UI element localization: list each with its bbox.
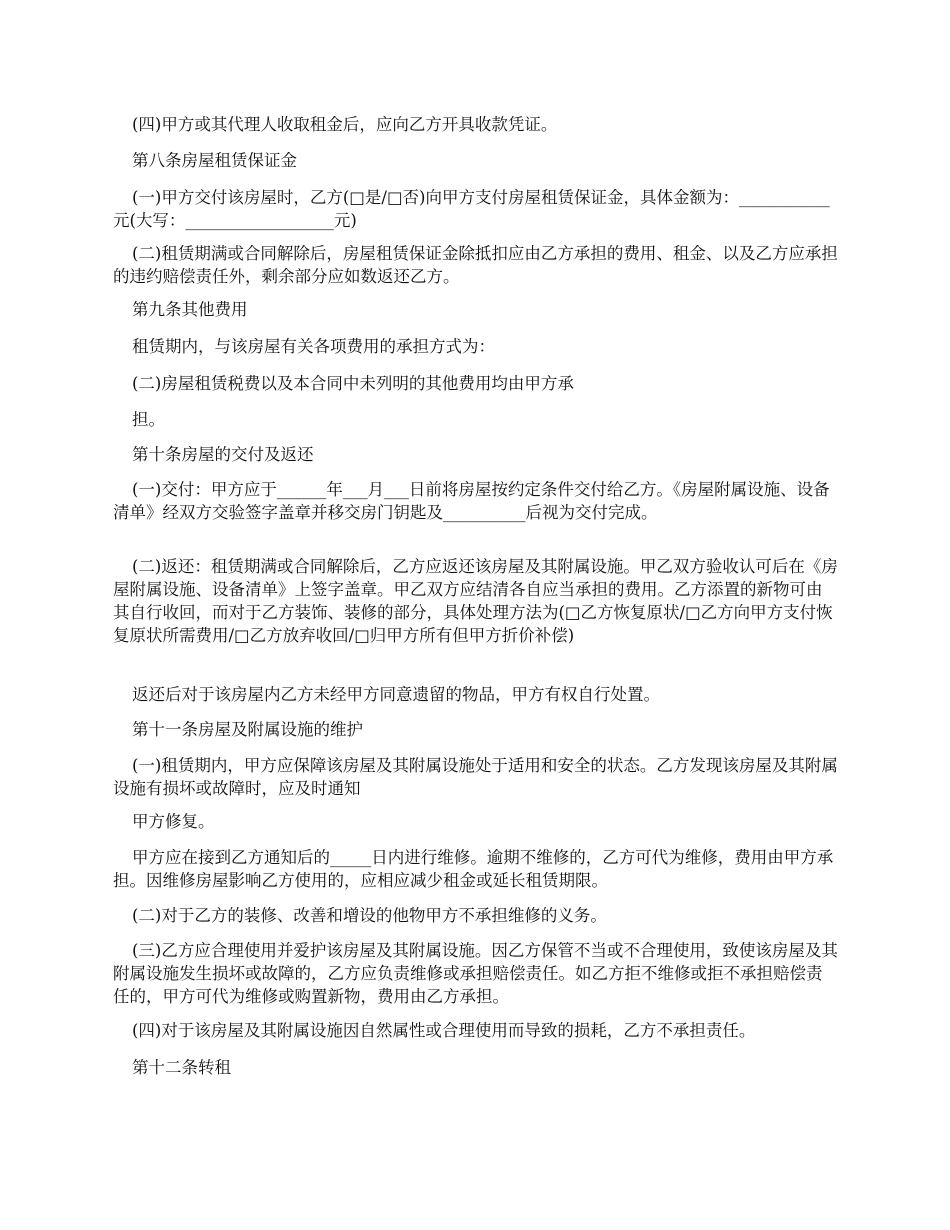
paragraph-deposit-return: (二)租赁期满或合同解除后，房屋租赁保证金除抵扣应由乙方承担的费用、租金、以及乙方应承担的违约赔偿责任外，剩余部分应如数返还乙方。 <box>113 244 838 286</box>
heading-article-12: 第十二条转租 <box>132 1058 231 1077</box>
paragraph-landlord-repair: 甲方修复。 <box>132 812 215 831</box>
heading-article-8: 第八条房屋租赁保证金 <box>132 151 297 170</box>
paragraph-deposit-amount: (一)甲方交付该房屋时，乙方(□是/□否)向甲方支付房屋租赁保证金，具体金额为：___________元(大写：__________________元) <box>113 188 830 230</box>
heading-article-9: 第九条其他费用 <box>132 300 248 319</box>
paragraph-payment-receipt: (四)甲方或其代理人收取租金后，应向乙方开具收款凭证。 <box>132 115 558 134</box>
paragraph-proper-use: (三)乙方应合理使用并爱护该房屋及其附属设施。因乙方保管不当或不合理使用，致使该房屋及其附属设施发生损坏或故障的，乙方应负责维修或承担赔偿责任。如乙方拒不维修或拒不承担赔偿责任的，甲方可代为维修或购置新物，费用由乙方承担。 <box>113 941 838 1006</box>
paragraph-handover: (一)交付：甲方应于______年___月___日前将房屋按约定条件交付给乙方。《房屋附属设施、设备清单》经双方交验签字盖章并移交房门钥匙及__________后视为交付完成。 <box>113 480 830 522</box>
paragraph-natural-wear: (四)对于该房屋及其附属设施因自然属性或合理使用而导致的损耗，乙方不承担责任。 <box>132 1021 756 1040</box>
paragraph-return: (二)返还：租赁期满或合同解除后，乙方应返还该房屋及其附属设施。甲乙双方验收认可后在《房屋附属设施、设备清单》上签字盖章。甲乙双方应结清各自应当承担的费用。乙方添置的新物可由其自行收回，而对于乙方装饰、装修的部分，具体处理方法为(□乙方恢复原状/□乙方向甲方支付恢复原状所需费用/□乙方放弃收回/□归甲方所有但甲方折价补偿) <box>113 557 838 645</box>
heading-article-10: 第十条房屋的交付及返还 <box>132 445 314 464</box>
heading-article-11: 第十一条房屋及附属设施的维护 <box>132 720 363 739</box>
paragraph-maintenance-notice: (一)租赁期内，甲方应保障该房屋及其附属设施处于适用和安全的状态。乙方发现该房屋及其附属设施有损坏或故障时，应及时通知 <box>113 756 838 798</box>
paragraph-left-items: 返还后对于该房屋内乙方未经甲方同意遗留的物品，甲方有权自行处置。 <box>132 685 660 704</box>
paragraph-tax-fees: (二)房屋租赁税费以及本合同中未列明的其他费用均由甲方承 <box>132 374 574 393</box>
paragraph-repair-deadline: 甲方应在接到乙方通知后的_____日内进行维修。逾期不维修的，乙方可代为维修，费用由甲方承担。因维修房屋影响乙方使用的，应相应减少租金或延长租赁期限。 <box>113 848 834 890</box>
paragraph-fee-allocation: 租赁期内，与该房屋有关各项费用的承担方式为： <box>132 337 495 356</box>
paragraph-tenant-improvements: (二)对于乙方的装修、改善和增设的他物甲方不承担维修的义务。 <box>132 906 607 925</box>
paragraph-tax-fees-cont: 担。 <box>132 410 165 429</box>
